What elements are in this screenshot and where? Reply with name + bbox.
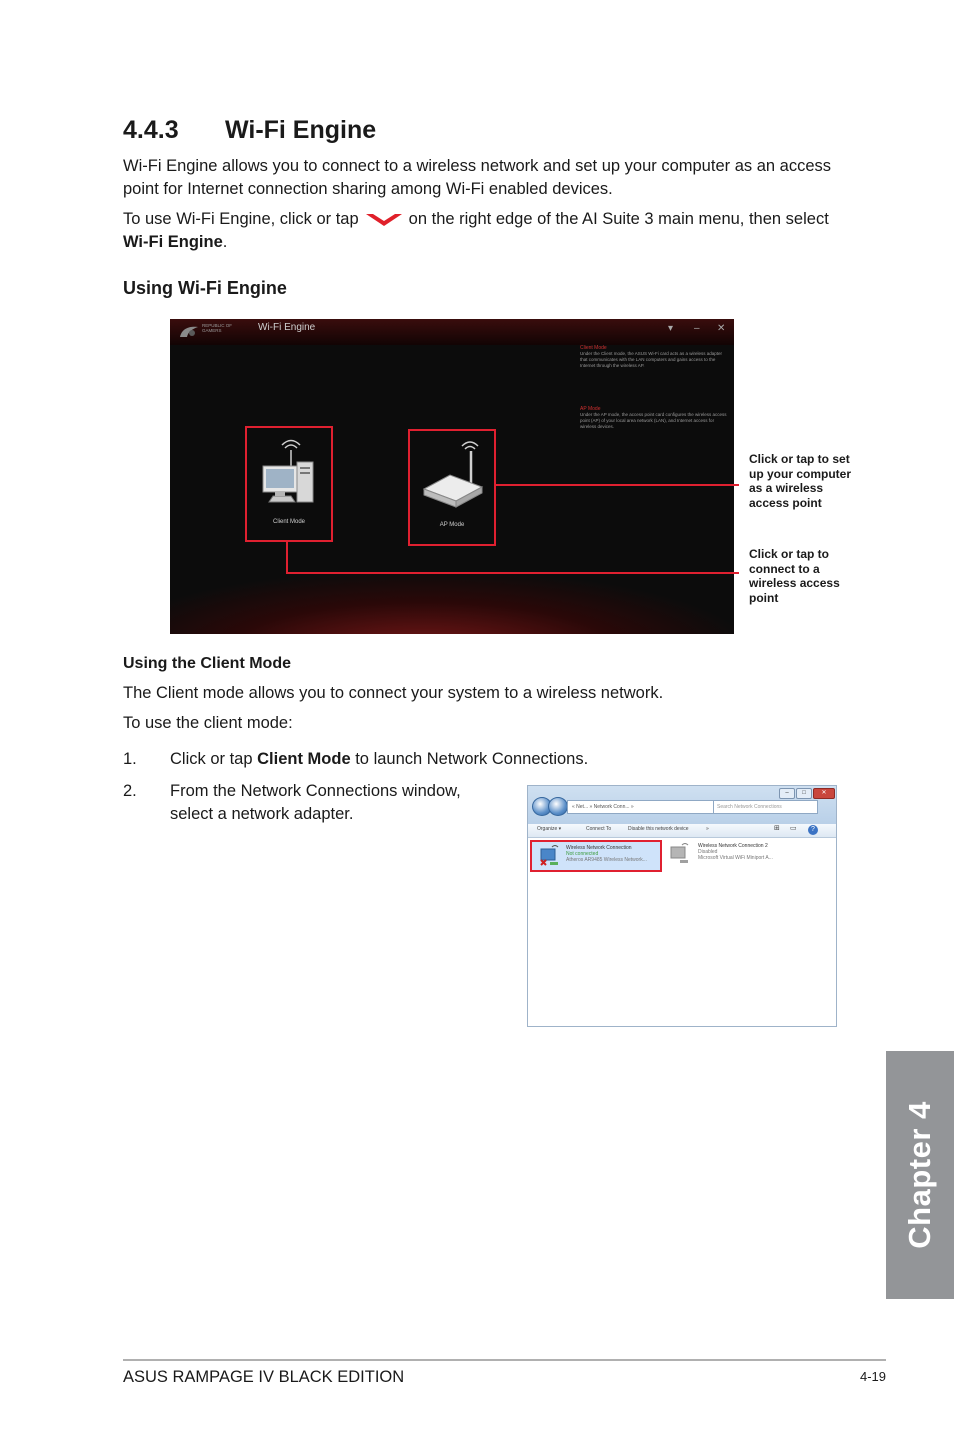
step-2-line1: From the Network Connections window, [170,782,461,800]
window-maximize-icon[interactable]: □ [796,788,812,799]
adapter-2-info [698,843,773,861]
menu-chevron-icon[interactable]: ▾ [668,323,674,334]
window-toolbar [528,824,836,838]
wireless-adapter-icon [538,845,560,869]
preview-pane-icon[interactable]: ▭ [790,825,797,832]
step-1-number: 1. [123,750,137,768]
network-connections-screenshot [527,785,837,1027]
connect-to-button[interactable]: Connect To [586,826,612,832]
usage-bold-term: Wi-Fi Engine [123,233,223,251]
step-2-number: 2. [123,782,137,800]
client-mode-desc-heading: Client Mode [580,345,607,351]
step-1-text [170,748,588,771]
close-icon[interactable]: ✕ [717,323,726,334]
client-mode-label: Client Mode [272,519,305,525]
footer-product-name: ASUS RAMPAGE IV BLACK EDITION [123,1368,405,1386]
adapter-1-device: Atheros AR9485 Wireless Network... [566,857,647,863]
ap-mode-label: AP Mode [439,522,465,528]
ap-mode-desc-text: Under the AP mode, the access point card configures the wireless access point (AP) of your local area network (LAN), and Internet access for wireless devices. [580,412,727,429]
footer-page-number: 4-19 [859,1369,886,1384]
adapter-1-status: Not connected [566,851,599,857]
address-bar[interactable]: « Net... » Network Conn... » [567,800,714,814]
usage-end-punct: . [222,233,228,251]
wireless-adapter-disabled-icon [668,843,690,867]
app-title: Wi-Fi Engine [258,322,316,333]
step-2-line2: select a network adapter. [170,805,354,823]
ap-mode-callout: Click or tap to set up your computer as a wireless access point [749,452,852,510]
ap-mode-desc-heading: AP Mode [580,406,601,412]
step-1-after: to launch Network Connections. [355,750,589,768]
adapter-wireless-2[interactable] [668,840,828,872]
window-minimize-icon[interactable]: – [779,788,795,799]
adapter-2-device: Microsoft Virtual WiFi Miniport A... [698,855,773,861]
client-mode-heading: Using the Client Mode [123,655,291,672]
step-2 [123,780,503,826]
adapter-1-name: Wireless Network Connection [566,845,632,851]
window-close-icon[interactable]: ✕ [813,788,835,799]
adapter-wireless-1[interactable] [530,840,662,872]
usage-text-after: on the right edge of the AI Suite 3 main menu, then select [408,210,829,228]
client-mode-desc-text: Under the Client mode, the ASUS Wi-Fi card acts as a wireless adapter that communicates with the LAN computers and gains access to the Internet through the wireless AP. [580,351,723,368]
to-use-client-mode: To use the client mode: [123,714,293,732]
search-input[interactable]: Search Network Connections [713,800,818,814]
using-wifi-engine-heading: Using Wi-Fi Engine [123,278,287,298]
section-title-text: Wi-Fi Engine [225,116,377,144]
step-1-bold: Client Mode [257,750,351,768]
step-1 [123,748,843,771]
help-icon[interactable]: ? [808,825,818,835]
adapter-2-name: Wireless Network Connection 2 [698,843,768,849]
adapter-1-info [566,845,647,863]
section-number: 4.4.3 [123,116,179,144]
footer-divider [123,1359,886,1361]
client-mode-description-text: The Client mode allows you to connect your system to a wireless network. [123,684,664,702]
client-mode-callout: Click or tap to connect to a wireless access point [749,547,840,605]
forward-button[interactable] [548,797,568,816]
chapter-tab-label: Chapter 4 [902,1101,937,1249]
step-1-before: Click or tap [170,750,253,768]
adapter-list [528,838,836,1027]
usage-text-before: To use Wi-Fi Engine, click or tap [123,210,359,228]
more-commands-button[interactable]: » [706,826,709,832]
view-options-icon[interactable]: ⊞ [774,825,780,832]
chapter-tab [886,1051,954,1299]
minimize-icon[interactable]: – [694,323,700,334]
organize-menu[interactable]: Organize ▾ [537,826,562,832]
intro-paragraph: Wi-Fi Engine allows you to connect to a wireless network and set up your computer as an access point for Internet connection sharing among Wi-Fi enabled devices. [123,157,832,198]
adapter-2-status: Disabled [698,849,718,855]
app-brand: REPUBLIC OF GAMERS [202,323,233,333]
disable-device-button[interactable]: Disable this network device [628,826,689,832]
